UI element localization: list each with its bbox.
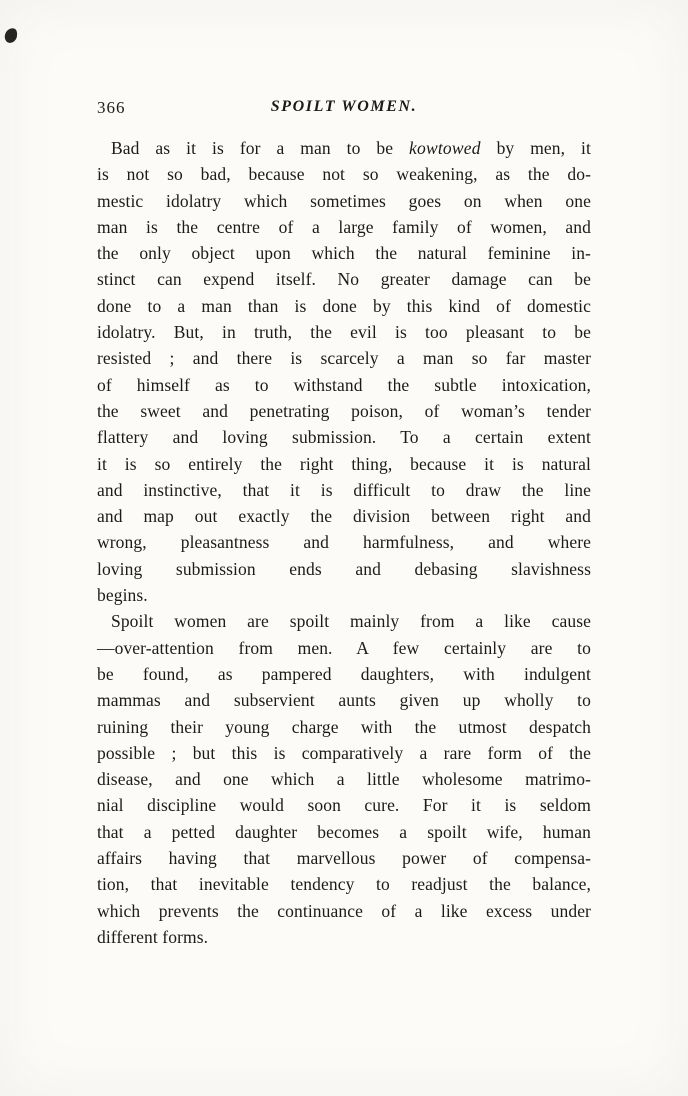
text-line: the only object upon which the natural feminine in- bbox=[97, 243, 591, 264]
text-line: disease, and one which a little wholesome matrimo- bbox=[97, 769, 591, 790]
text-line: is not so bad, because not so weakening, as the do- bbox=[97, 164, 591, 185]
text-line: it is so entirely the right thing, because it is natural bbox=[97, 453, 591, 474]
scan-artifact-mark bbox=[4, 27, 19, 44]
text-line: —over-attention from men. A few certainly are to bbox=[97, 637, 591, 658]
text-line: and map out exactly the division between right and bbox=[97, 506, 591, 527]
text-line: Spoilt women are spoilt mainly from a like cause bbox=[111, 611, 591, 632]
text-line: loving submission ends and debasing slavishness bbox=[97, 558, 591, 579]
text-line: flattery and loving submission. To a certain extent bbox=[97, 427, 591, 448]
text-line: wrong, pleasantness and harmfulness, and where bbox=[97, 532, 591, 553]
text-line: nial discipline would soon cure. For it is seldom bbox=[97, 795, 591, 816]
text-line: tion, that inevitable tendency to readjust the balance, bbox=[97, 874, 591, 895]
text-line: that a petted daughter becomes a spoilt wife, human bbox=[97, 821, 591, 842]
text-line: different forms. bbox=[97, 926, 209, 947]
text-block bbox=[97, 135, 591, 950]
page-content bbox=[97, 98, 591, 950]
page-header bbox=[97, 98, 591, 120]
text-line: mestic idolatry which sometimes goes on when one bbox=[97, 190, 591, 211]
paragraph bbox=[97, 135, 591, 608]
text-line: possible ; but this is comparatively a rare form of the bbox=[97, 742, 591, 763]
text-line: man is the centre of a large family of women, and bbox=[97, 216, 591, 237]
text-line: done to a man than is done by this kind of domestic bbox=[97, 295, 591, 316]
text-line: and instinctive, that it is difficult to draw the line bbox=[97, 479, 591, 500]
paragraph bbox=[97, 608, 591, 950]
text-line: idolatry. But, in truth, the evil is too pleasant to be bbox=[97, 322, 591, 343]
text-line: resisted ; and there is scarcely a man so far master bbox=[97, 348, 591, 369]
text-line: the sweet and penetrating poison, of woman’s tender bbox=[97, 400, 591, 421]
text-line: which prevents the continuance of a like excess under bbox=[97, 900, 591, 921]
text-line: stinct can expend itself. No greater damage can be bbox=[97, 269, 591, 290]
text-line: begins. bbox=[97, 585, 148, 606]
text-line: ruining their young charge with the utmost despatch bbox=[97, 716, 591, 737]
text-line: Bad as it is for a man to be kowtowed by men, it bbox=[111, 138, 591, 158]
text-line: affairs having that marvellous power of compensa- bbox=[97, 848, 591, 869]
text-line: be found, as pampered daughters, with indulgent bbox=[97, 663, 591, 684]
text-line: mammas and subservient aunts given up wholly to bbox=[97, 690, 591, 711]
running-header: SPOILT WOMEN. bbox=[270, 98, 418, 115]
page-number: 366 bbox=[97, 98, 126, 117]
text-line: of himself as to withstand the subtle intoxication, bbox=[97, 374, 591, 395]
